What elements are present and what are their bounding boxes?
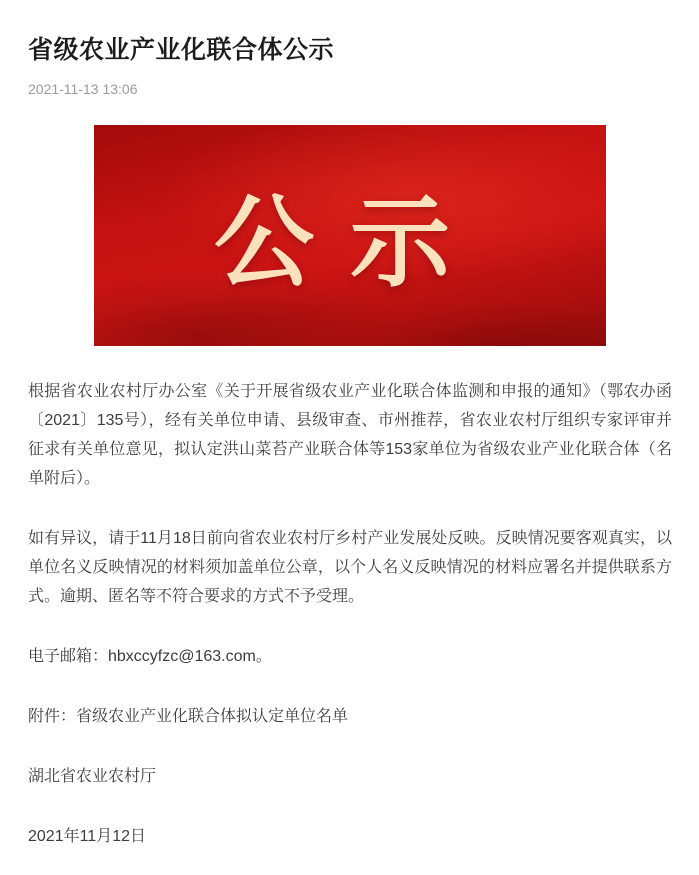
publish-timestamp: 2021-11-13 13:06 — [28, 81, 138, 97]
paragraph-objection-instructions: 如有异议，请于11月18日前向省农业农村厅乡村产业发展处反映。反映情况要客观真实，以单位名义反映情况的材料须加盖单位公章，以个人名义反映情况的材料应署名并提供联系方式。逾期、匿名等不符合要求的方式不予受理。 — [28, 530, 672, 605]
attachment-line: 附件：省级农业产业化联合体拟认定单位名单 — [28, 708, 349, 725]
announcement-banner-image — [94, 125, 606, 346]
paragraph-notice-basis: 根据省农业农村厅办公室《关于开展省级农业产业化联合体监测和申报的通知》（鄂农办函〔2021〕135号），经有关单位申请、县级审查、市州推荐，省农业农村厅组织专家评审并征求有关单位意见，拟认定洪山菜苔产业联合体等153家单位为省级农业产业化联合体（名单附后）。 — [28, 383, 672, 487]
banner-gongshi-text: 公示 — [214, 186, 486, 299]
issue-date-line: 2021年11月12日 — [28, 828, 147, 845]
page-title: 省级农业产业化联合体公示 — [28, 36, 335, 64]
email-line: 电子邮箱：hbxccyfzc@163.com。 — [28, 648, 272, 665]
issuer-line: 湖北省农业农村厅 — [28, 768, 157, 785]
